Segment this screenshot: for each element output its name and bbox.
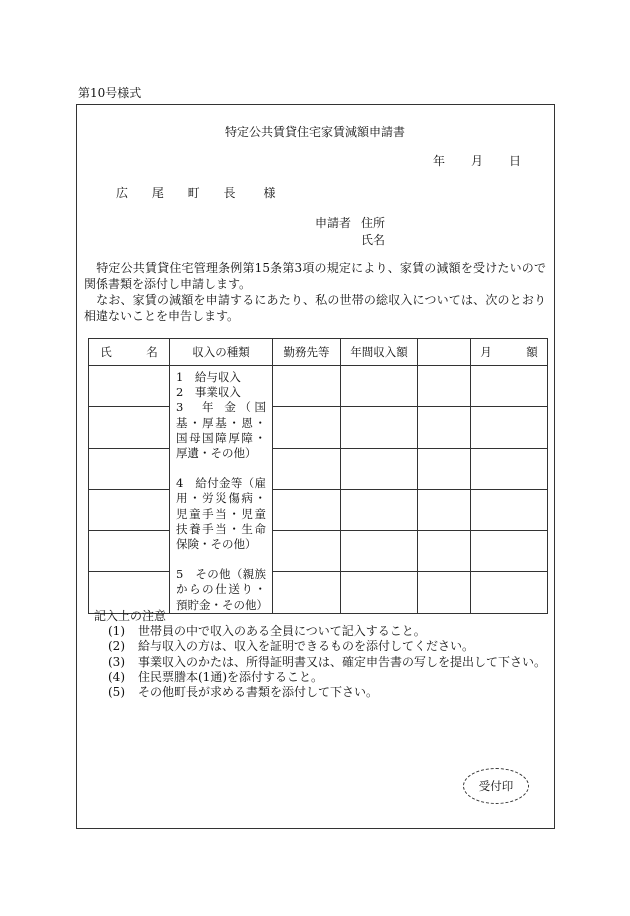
income-type-item: 4 給付金等（雇用・労災傷病・児童手当・児童扶養手当・生命保険・その他） — [176, 476, 266, 552]
income-type-item: 3 年 金（国基・厚基・恩・国母国障厚障・厚遺・その他） — [176, 400, 266, 461]
table-row — [89, 572, 548, 613]
income-types-list — [170, 366, 273, 614]
note-item: (1) 世帯員の中で収入のある全員について記入すること。 — [108, 624, 426, 639]
page-title: 特定公共賃貸住宅家賃減額申請書 — [224, 125, 405, 139]
cell-monthly-amount[interactable] — [471, 366, 548, 407]
applicant-name-field[interactable]: 氏名 — [361, 233, 386, 247]
cell-employer[interactable] — [273, 448, 341, 489]
addressee-honorific: 様 — [263, 186, 286, 200]
cell-monthly-amount[interactable] — [471, 407, 548, 448]
cell-name[interactable] — [89, 531, 170, 572]
declaration-paragraph-1: 特定公共賃貸住宅管理条例第15条第3項の規定により、家賃の減額を受けたいので関係書類を添付し申請します。 — [84, 261, 546, 291]
note-item: (5) その他町長が求める書類を添付して下さい。 — [108, 685, 379, 700]
note-item: (3) 事業収入のかたは、所得証明書又は、確定申告書の写しを提出して下さい。 — [108, 654, 547, 669]
table-row — [89, 531, 548, 572]
reception-stamp: 受付印 — [463, 768, 529, 804]
header-employer: 勤務先等 — [273, 339, 341, 366]
cell-annual-income[interactable] — [341, 531, 418, 572]
cell-blank[interactable] — [418, 448, 471, 489]
cell-monthly-amount[interactable] — [471, 448, 548, 489]
cell-name[interactable] — [89, 407, 170, 448]
cell-blank[interactable] — [418, 407, 471, 448]
cell-annual-income[interactable] — [341, 366, 418, 407]
income-type-item: 1 給与収入 — [176, 370, 241, 384]
form-number: 第10号様式 — [78, 86, 142, 100]
cell-blank[interactable] — [418, 531, 471, 572]
cell-monthly-amount[interactable] — [471, 531, 548, 572]
table-row — [89, 407, 548, 448]
date-line — [433, 152, 521, 169]
date-day-label: 日 — [509, 154, 522, 168]
cell-employer[interactable] — [273, 572, 341, 613]
header-annual-income: 年間収入額 — [341, 339, 418, 366]
note-item: (2) 給与収入の方は、収入を証明できるものを添付してください。 — [108, 639, 475, 654]
date-year-label: 年 — [433, 154, 446, 168]
cell-name[interactable] — [89, 572, 170, 613]
cell-name[interactable] — [89, 448, 170, 489]
header-name: 氏 名 — [89, 339, 170, 366]
cell-monthly-amount[interactable] — [471, 572, 548, 613]
cell-blank[interactable] — [418, 489, 471, 530]
table-header-row — [89, 339, 548, 366]
cell-name[interactable] — [89, 366, 170, 407]
cell-employer[interactable] — [273, 366, 341, 407]
table-row — [89, 366, 548, 407]
cell-employer[interactable] — [273, 531, 341, 572]
cell-annual-income[interactable] — [341, 489, 418, 530]
cell-blank[interactable] — [418, 572, 471, 613]
cell-employer[interactable] — [273, 407, 341, 448]
addressee-name: 広 尾 町 長 — [116, 186, 246, 200]
header-income-type: 収入の種類 — [170, 339, 273, 366]
table-row — [89, 489, 548, 530]
table-row — [89, 448, 548, 489]
notes-heading: 記入上の注意 — [94, 609, 167, 623]
income-type-item: 5 その他（親族からの仕送り・預貯金・その他） — [176, 567, 268, 612]
cell-annual-income[interactable] — [341, 572, 418, 613]
income-table — [88, 338, 548, 614]
cell-annual-income[interactable] — [341, 407, 418, 448]
addressee — [116, 184, 285, 201]
cell-name[interactable] — [89, 489, 170, 530]
cell-monthly-amount[interactable] — [471, 489, 548, 530]
applicant-label: 申請者 — [315, 216, 352, 230]
cell-annual-income[interactable] — [341, 448, 418, 489]
cell-employer[interactable] — [273, 489, 341, 530]
note-item: (4) 住民票謄本(1通)を添付すること。 — [108, 669, 323, 684]
applicant-address-field[interactable]: 住所 — [361, 216, 386, 230]
declaration-paragraph-2: なお、家賃の減額を申請するにあたり、私の世帯の総収入については、次のとおり相違ないことを申告します。 — [84, 293, 546, 323]
notes-section — [94, 609, 546, 700]
cell-blank[interactable] — [418, 366, 471, 407]
date-month-label: 月 — [471, 154, 484, 168]
header-monthly-amount: 月 額 — [471, 339, 548, 366]
header-blank — [418, 339, 471, 366]
income-type-item: 2 事業収入 — [176, 385, 241, 400]
